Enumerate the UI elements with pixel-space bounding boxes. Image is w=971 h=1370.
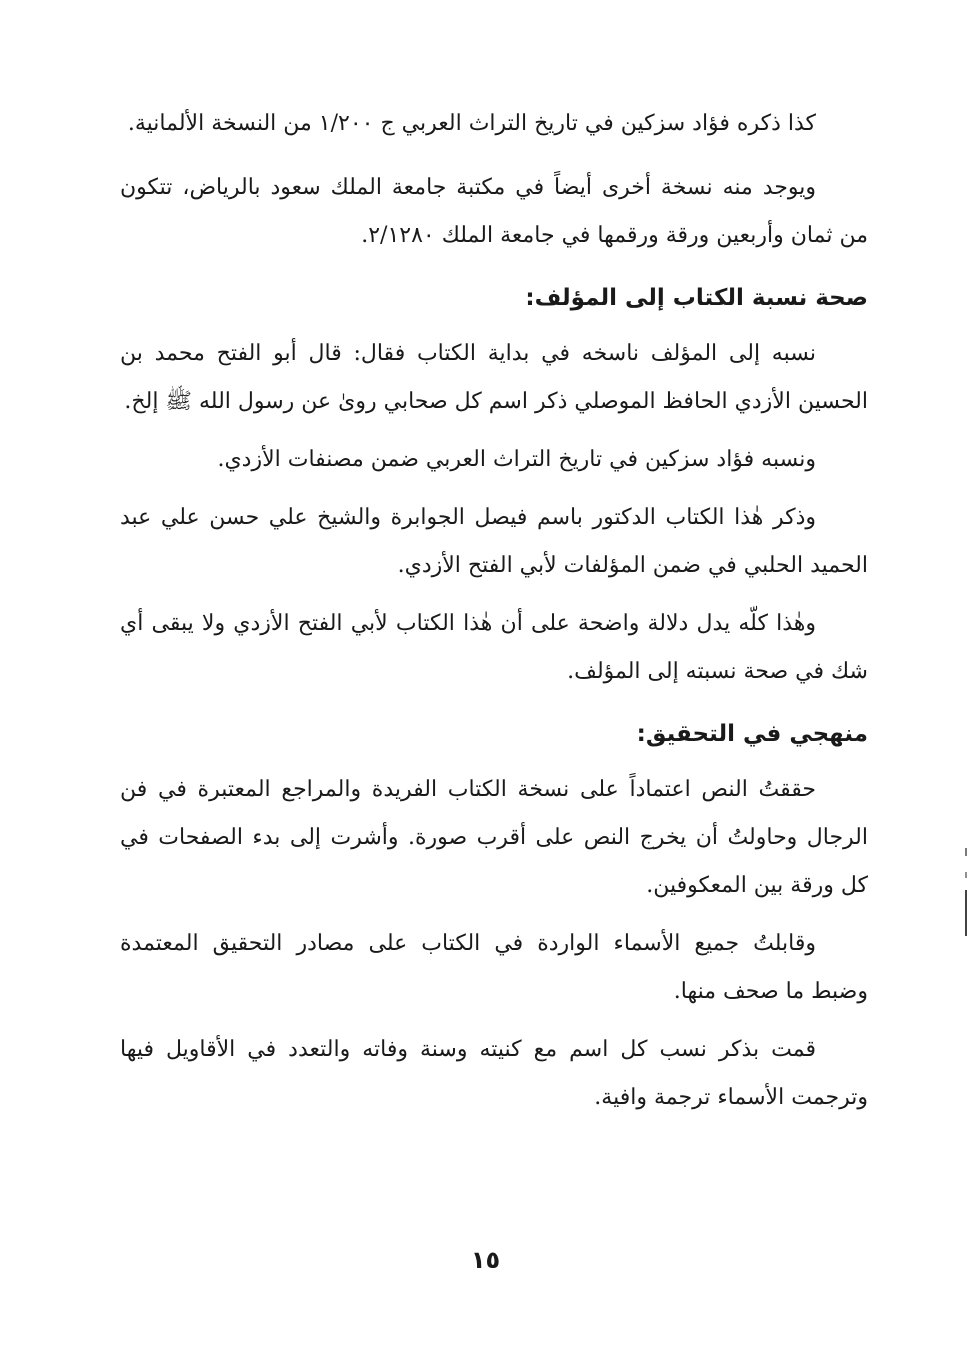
paragraph-attribution-conclusion: وهٰذا كلّه يدل دلالة واضحة على أن هٰذا الكتاب لأبي الفتح الأزدي ولا يبقى أي شك في صحة نسبته إلى المؤلف.: [120, 611, 868, 684]
paragraph-method-text: حققتُ النص اعتماداً على نسخة الكتاب الفريدة والمراجع المعتبرة في فن الرجال وحاولتُ أن يخرج النص على أقرب صورة. وأشرت إلى بدء الصفحات في كل ورقة بين المعكوفين.: [120, 777, 868, 898]
paragraph-sezgin-attribution: ونسبه فؤاد سزكين في تاريخ التراث العربي ضمن مصنفات الأزدي.: [217, 447, 816, 472]
paragraph-jawabira-attribution: وذكر هٰذا الكتاب الدكتور باسم فيصل الجوابرة والشيخ علي حسن علي عبد الحميد الحلبي في ضمن المؤلفات لأبي الفتح الأزدي.: [120, 505, 868, 578]
scan-edge-mark: [965, 872, 967, 878]
heading-attribution: صحة نسبة الكتاب إلى المؤلف:: [525, 285, 868, 311]
scan-edge-mark: [965, 848, 967, 856]
paragraph-riyadh-copy: ويوجد منه نسخة أخرى أيضاً في مكتبة جامعة الملك سعود بالرياض، تتكون من ثمان وأربعين ورقة ورقمها في جامعة الملك ٢/١٢٨٠.: [120, 175, 868, 248]
scan-edge-mark: [965, 890, 967, 936]
paragraph-method-names: وقابلتُ جميع الأسماء الواردة في الكتاب على مصادر التحقيق المعتمدة وضبط ما صحف منها.: [120, 931, 868, 1004]
page-number: ١٥: [470, 1246, 501, 1274]
paragraph-copyist-attribution: نسبه إلى المؤلف ناسخه في بداية الكتاب فقال: قال أبو الفتح محمد بن الحسين الأزدي الحافظ الموصلي ذكر اسم كل صحابي روىٰ عن رسول الله ﷺ إلخ.: [120, 341, 868, 414]
heading-methodology: منهجي في التحقيق:: [636, 721, 868, 747]
paragraph-sezgin-reference: كذا ذكره فؤاد سزكين في تاريخ التراث العربي ج ١/٢٠٠ من النسخة الألمانية.: [127, 111, 816, 136]
page-body: [120, 100, 868, 1132]
paragraph-method-biographies: قمت بذكر نسب كل اسم مع كنيته وسنة وفاته والتعدد في الأقاويل فيها وترجمت الأسماء ترجمة وافية.: [120, 1037, 868, 1110]
